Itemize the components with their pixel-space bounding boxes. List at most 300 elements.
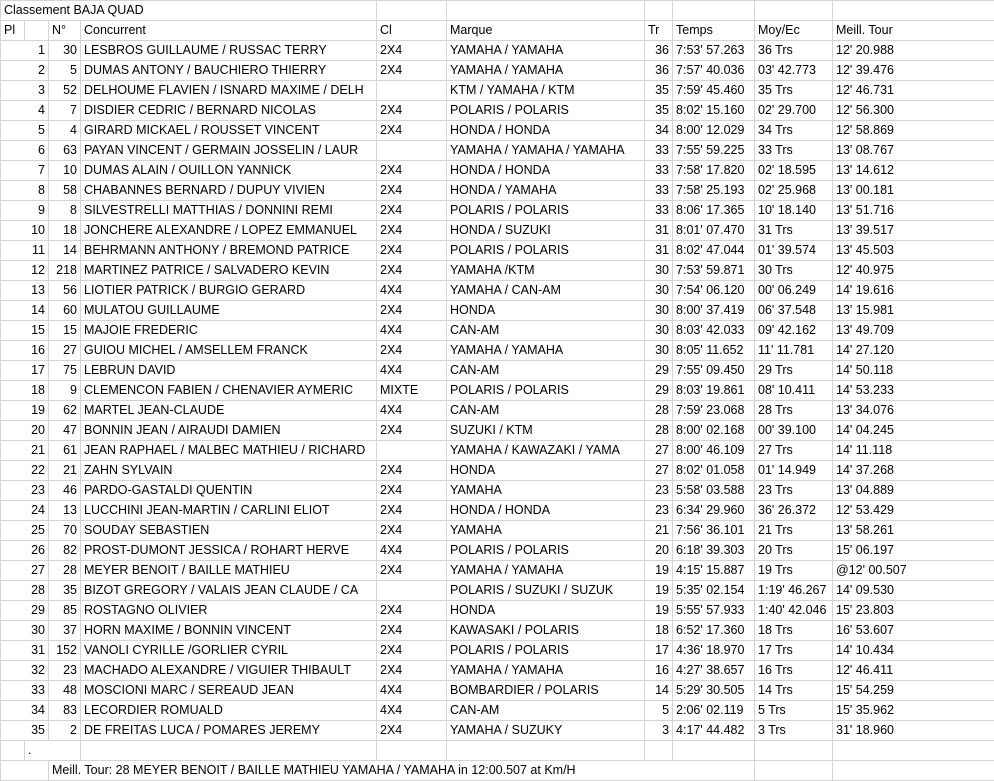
cell-concurrent: MEYER BENOIT / BAILLE MATHIEU [81,561,377,581]
cell-pl: 19 [1,401,49,421]
cell-temps: 6:18' 39.303 [673,541,755,561]
cell-meill: 14' 04.245 [833,421,994,441]
cell-tr: 16 [645,661,673,681]
cell-concurrent: DUMAS ANTONY / BAUCHIERO THIERRY [81,61,377,81]
cell-tr: 36 [645,61,673,81]
cell-marque: HONDA / SUZUKI [447,221,645,241]
cell-pl: 14 [1,301,49,321]
cell-moy: 17 Trs [755,641,833,661]
cell-number: 18 [49,221,81,241]
cell-tr: 31 [645,241,673,261]
cell-concurrent: BEHRMANN ANTHONY / BREMOND PATRICE [81,241,377,261]
cell-cl: 4X4 [377,541,447,561]
cell-moy: 08' 10.411 [755,381,833,401]
table-row [1,201,994,221]
cell-concurrent: DISDIER CEDRIC / BERNARD NICOLAS [81,101,377,121]
table-row [1,141,994,161]
cell-temps: 7:55' 59.225 [673,141,755,161]
cell-temps: 8:00' 02.168 [673,421,755,441]
cell-tr: 35 [645,81,673,101]
cell-meill: 13' 00.181 [833,181,994,201]
cell-cl [377,441,447,461]
cell-moy: 01' 14.949 [755,461,833,481]
cell-cl: 2X4 [377,341,447,361]
cell-number: 7 [49,101,81,121]
cell-tr: 35 [645,101,673,121]
cell-meill: 12' 46.731 [833,81,994,101]
cell-pl: 9 [1,201,49,221]
cell-concurrent: CLEMENCON FABIEN / CHENAVIER AYMERIC [81,381,377,401]
cell-pl: 8 [1,181,49,201]
cell-tr: 29 [645,381,673,401]
table-row [1,561,994,581]
cell-concurrent: HORN MAXIME / BONNIN VINCENT [81,621,377,641]
title-row [1,1,994,21]
cell-pl: 18 [1,381,49,401]
table-row [1,581,994,601]
cell-meill: 14' 27.120 [833,341,994,361]
cell-moy: 29 Trs [755,361,833,381]
cell-meill: 12' 46.411 [833,661,994,681]
cell-number: 28 [49,561,81,581]
cell-marque: POLARIS / POLARIS [447,201,645,221]
sheet-title: Classement BAJA QUAD [1,1,377,21]
cell-concurrent: LESBROS GUILLAUME / RUSSAC TERRY [81,41,377,61]
cell-moy: 33 Trs [755,141,833,161]
cell-number: 56 [49,281,81,301]
cell-number: 83 [49,701,81,721]
cell-meill: 14' 19.616 [833,281,994,301]
cell-meill: 14' 50.118 [833,361,994,381]
table-row [1,461,994,481]
cell-cl: 2X4 [377,621,447,641]
cell-meill: 13' 51.716 [833,201,994,221]
cell-moy: 14 Trs [755,681,833,701]
cell-marque: YAMAHA / YAMAHA / YAMAHA [447,141,645,161]
cell-moy: 02' 29.700 [755,101,833,121]
header-tr: Tr [645,21,673,41]
cell-moy: 28 Trs [755,401,833,421]
cell-cl: 2X4 [377,661,447,681]
cell-meill: 14' 37.268 [833,461,994,481]
cell-marque: YAMAHA [447,521,645,541]
cell-pl: 29 [1,601,49,621]
table-row [1,701,994,721]
cell-meill: 13' 15.981 [833,301,994,321]
cell-tr: 23 [645,501,673,521]
cell-number: 218 [49,261,81,281]
cell-meill: 13' 45.503 [833,241,994,261]
cell-tr: 33 [645,161,673,181]
cell-number: 4 [49,121,81,141]
cell-temps: 7:56' 36.101 [673,521,755,541]
cell-pl: 7 [1,161,49,181]
cell-temps: 4:36' 18.970 [673,641,755,661]
cell-pl: 32 [1,661,49,681]
cell-temps: 8:00' 46.109 [673,441,755,461]
cell-number: 13 [49,501,81,521]
cell-marque: YAMAHA / YAMAHA [447,61,645,81]
table-row [1,121,994,141]
cell-pl: 23 [1,481,49,501]
best-lap-footer: Meill. Tour: 28 MEYER BENOIT / BAILLE MATHIEU YAMAHA / YAMAHA in 12:00.507 at Km/H [49,761,755,781]
cell-pl: 34 [1,701,49,721]
cell-concurrent: MOSCIONI MARC / SEREAUD JEAN [81,681,377,701]
cell-temps: 4:15' 15.887 [673,561,755,581]
cell-temps: 5:35' 02.154 [673,581,755,601]
cell-meill: 13' 08.767 [833,141,994,161]
cell-cl: 4X4 [377,401,447,421]
cell-meill: 13' 58.261 [833,521,994,541]
cell-tr: 30 [645,261,673,281]
cell-concurrent: PARDO-GASTALDI QUENTIN [81,481,377,501]
cell-pl: 6 [1,141,49,161]
cell-tr: 18 [645,621,673,641]
cell-tr: 36 [645,41,673,61]
cell-temps: 7:54' 06.120 [673,281,755,301]
cell-meill: 15' 54.259 [833,681,994,701]
cell-cl: 4X4 [377,281,447,301]
cell-temps: 6:52' 17.360 [673,621,755,641]
cell-marque: POLARIS / POLARIS [447,541,645,561]
cell-meill: 14' 09.530 [833,581,994,601]
cell-cl: 2X4 [377,41,447,61]
cell-meill: @12' 00.507 [833,561,994,581]
cell-temps: 2:06' 02.119 [673,701,755,721]
cell-number: 63 [49,141,81,161]
cell-cl: 4X4 [377,701,447,721]
cell-cl: 2X4 [377,721,447,741]
cell-pl: 30 [1,621,49,641]
cell-cl: 2X4 [377,181,447,201]
cell-meill: 13' 14.612 [833,161,994,181]
cell-pl: 1 [1,41,49,61]
cell-moy: 03' 42.773 [755,61,833,81]
cell-meill: 15' 23.803 [833,601,994,621]
cell-number: 2 [49,721,81,741]
table-row [1,381,994,401]
table-row [1,221,994,241]
cell-tr: 23 [645,481,673,501]
header-temps: Temps [673,21,755,41]
header-concurrent: Concurrent [81,21,377,41]
cell-moy: 00' 39.100 [755,421,833,441]
table-row [1,161,994,181]
cell-cl: 4X4 [377,321,447,341]
cell-marque: POLARIS / POLARIS [447,101,645,121]
dot-mark: . [25,741,81,761]
table-row [1,681,994,701]
cell-pl: 5 [1,121,49,141]
cell-number: 23 [49,661,81,681]
cell-marque: YAMAHA / YAMAHA [447,341,645,361]
cell-number: 46 [49,481,81,501]
header-pl: Pl [1,21,25,41]
cell-meill: 14' 11.118 [833,441,994,461]
cell-marque: SUZUKI / KTM [447,421,645,441]
cell-moy: 36' 26.372 [755,501,833,521]
cell-marque: CAN-AM [447,361,645,381]
cell-tr: 34 [645,121,673,141]
cell-meill: 13' 34.076 [833,401,994,421]
cell-marque: KTM / YAMAHA / KTM [447,81,645,101]
cell-pl: 13 [1,281,49,301]
cell-meill: 12' 56.300 [833,101,994,121]
cell-tr: 30 [645,341,673,361]
cell-concurrent: PROST-DUMONT JESSICA / ROHART HERVE [81,541,377,561]
cell-tr: 30 [645,301,673,321]
cell-tr: 21 [645,521,673,541]
cell-concurrent: CHABANNES BERNARD / DUPUY VIVIEN [81,181,377,201]
cell-concurrent: PAYAN VINCENT / GERMAIN JOSSELIN / LAUR [81,141,377,161]
cell-marque: POLARIS / POLARIS [447,641,645,661]
table-row [1,361,994,381]
table-row [1,81,994,101]
cell-marque: YAMAHA [447,481,645,501]
cell-meill: 12' 40.975 [833,261,994,281]
cell-concurrent: GIRARD MICKAEL / ROUSSET VINCENT [81,121,377,141]
cell-marque: YAMAHA / SUZUKY [447,721,645,741]
cell-number: 70 [49,521,81,541]
cell-pl: 12 [1,261,49,281]
cell-marque: YAMAHA /KTM [447,261,645,281]
cell-temps: 7:53' 57.263 [673,41,755,61]
cell-concurrent: DELHOUME FLAVIEN / ISNARD MAXIME / DELH [81,81,377,101]
cell-marque: POLARIS / POLARIS [447,241,645,261]
table-row [1,501,994,521]
cell-pl: 28 [1,581,49,601]
cell-moy: 30 Trs [755,261,833,281]
cell-marque: HONDA / YAMAHA [447,181,645,201]
cell-meill: 15' 06.197 [833,541,994,561]
cell-pl: 35 [1,721,49,741]
cell-moy: 10' 18.140 [755,201,833,221]
cell-cl: 2X4 [377,61,447,81]
cell-cl: 2X4 [377,161,447,181]
cell-tr: 33 [645,201,673,221]
cell-pl: 10 [1,221,49,241]
table-row [1,621,994,641]
cell-tr: 33 [645,181,673,201]
cell-marque: KAWASAKI / POLARIS [447,621,645,641]
cell-marque: YAMAHA / YAMAHA [447,41,645,61]
cell-number: 27 [49,341,81,361]
cell-temps: 8:00' 12.029 [673,121,755,141]
cell-tr: 20 [645,541,673,561]
cell-tr: 19 [645,581,673,601]
cell-moy: 00' 06.249 [755,281,833,301]
cell-meill: 13' 04.889 [833,481,994,501]
cell-number: 58 [49,181,81,201]
cell-moy: 18 Trs [755,621,833,641]
cell-moy: 5 Trs [755,701,833,721]
cell-concurrent: SILVESTRELLI MATTHIAS / DONNINI REMI [81,201,377,221]
cell-tr: 14 [645,681,673,701]
table-row [1,481,994,501]
cell-concurrent: LEBRUN DAVID [81,361,377,381]
cell-concurrent: MAJOIE FREDERIC [81,321,377,341]
cell-moy: 21 Trs [755,521,833,541]
cell-marque: HONDA [447,461,645,481]
cell-number: 35 [49,581,81,601]
cell-marque: CAN-AM [447,401,645,421]
header-row [1,21,994,41]
cell-temps: 7:59' 23.068 [673,401,755,421]
cell-temps: 8:02' 15.160 [673,101,755,121]
cell-marque: CAN-AM [447,321,645,341]
cell-moy: 11' 11.781 [755,341,833,361]
cell-meill: 12' 58.869 [833,121,994,141]
cell-concurrent: ROSTAGNO OLIVIER [81,601,377,621]
cell-moy: 02' 18.595 [755,161,833,181]
cell-meill: 14' 10.434 [833,641,994,661]
table-row [1,541,994,561]
cell-pl: 17 [1,361,49,381]
cell-moy: 27 Trs [755,441,833,461]
cell-tr: 19 [645,561,673,581]
table-row [1,721,994,741]
cell-cl: 2X4 [377,601,447,621]
cell-temps: 8:01' 07.470 [673,221,755,241]
cell-meill: 31' 18.960 [833,721,994,741]
cell-moy: 20 Trs [755,541,833,561]
cell-tr: 33 [645,141,673,161]
cell-meill: 12' 39.476 [833,61,994,81]
cell-pl: 24 [1,501,49,521]
cell-marque: HONDA [447,601,645,621]
cell-temps: 4:17' 44.482 [673,721,755,741]
cell-pl: 33 [1,681,49,701]
cell-concurrent: MACHADO ALEXANDRE / VIGUIER THIBAULT [81,661,377,681]
cell-cl: 2X4 [377,201,447,221]
cell-pl: 15 [1,321,49,341]
cell-number: 37 [49,621,81,641]
cell-cl: 2X4 [377,101,447,121]
cell-tr: 31 [645,221,673,241]
table-row [1,281,994,301]
cell-tr: 3 [645,721,673,741]
cell-marque: BOMBARDIER / POLARIS [447,681,645,701]
cell-cl: 4X4 [377,361,447,381]
cell-temps: 8:03' 42.033 [673,321,755,341]
cell-temps: 7:57' 40.036 [673,61,755,81]
cell-moy: 35 Trs [755,81,833,101]
table-row [1,261,994,281]
cell-marque: HONDA / HONDA [447,121,645,141]
cell-concurrent: ZAHN SYLVAIN [81,461,377,481]
cell-pl: 25 [1,521,49,541]
cell-number: 48 [49,681,81,701]
cell-meill: 13' 49.709 [833,321,994,341]
cell-meill: 12' 53.429 [833,501,994,521]
cell-tr: 29 [645,361,673,381]
cell-marque: HONDA / HONDA [447,501,645,521]
cell-temps: 8:06' 17.365 [673,201,755,221]
cell-tr: 30 [645,321,673,341]
table-row [1,341,994,361]
cell-pl: 26 [1,541,49,561]
cell-number: 15 [49,321,81,341]
cell-marque: HONDA [447,301,645,321]
cell-marque: YAMAHA / KAWAZAKI / YAMA [447,441,645,461]
cell-concurrent: BONNIN JEAN / AIRAUDI DAMIEN [81,421,377,441]
cell-moy: 02' 25.968 [755,181,833,201]
cell-marque: YAMAHA / CAN-AM [447,281,645,301]
table-row [1,61,994,81]
cell-concurrent: MARTEL JEAN-CLAUDE [81,401,377,421]
cell-number: 14 [49,241,81,261]
cell-pl: 3 [1,81,49,101]
cell-number: 30 [49,41,81,61]
table-row [1,641,994,661]
cell-temps: 7:58' 17.820 [673,161,755,181]
table-row [1,421,994,441]
table-row [1,301,994,321]
cell-tr: 30 [645,281,673,301]
cell-concurrent: SOUDAY SEBASTIEN [81,521,377,541]
cell-cl: 2X4 [377,461,447,481]
cell-pl: 22 [1,461,49,481]
cell-pl: 4 [1,101,49,121]
cell-moy: 19 Trs [755,561,833,581]
cell-concurrent: LUCCHINI JEAN-MARTIN / CARLINI ELIOT [81,501,377,521]
cell-cl: 2X4 [377,421,447,441]
cell-cl: 2X4 [377,301,447,321]
cell-moy: 31 Trs [755,221,833,241]
cell-marque: YAMAHA / YAMAHA [447,661,645,681]
table-row [1,401,994,421]
cell-concurrent: BIZOT GREGORY / VALAIS JEAN CLAUDE / CA [81,581,377,601]
cell-moy: 1:40' 42.046 [755,601,833,621]
cell-cl: 2X4 [377,221,447,241]
cell-tr: 5 [645,701,673,721]
cell-moy: 3 Trs [755,721,833,741]
table-row [1,441,994,461]
cell-number: 62 [49,401,81,421]
cell-temps: 4:27' 38.657 [673,661,755,681]
cell-temps: 7:58' 25.193 [673,181,755,201]
cell-pl: 2 [1,61,49,81]
cell-moy: 09' 42.162 [755,321,833,341]
cell-number: 9 [49,381,81,401]
cell-concurrent: DUMAS ALAIN / OUILLON YANNICK [81,161,377,181]
cell-temps: 8:00' 37.419 [673,301,755,321]
cell-temps: 7:59' 45.460 [673,81,755,101]
footer-row [1,761,994,781]
cell-tr: 19 [645,601,673,621]
cell-marque: HONDA / HONDA [447,161,645,181]
cell-concurrent: JEAN RAPHAEL / MALBEC MATHIEU / RICHARD [81,441,377,461]
cell-pl: 27 [1,561,49,581]
cell-concurrent: JONCHERE ALEXANDRE / LOPEZ EMMANUEL [81,221,377,241]
cell-tr: 27 [645,441,673,461]
cell-meill: 12' 20.988 [833,41,994,61]
cell-moy: 34 Trs [755,121,833,141]
header-n: N° [49,21,81,41]
cell-cl [377,141,447,161]
cell-temps: 5:55' 57.933 [673,601,755,621]
cell-tr: 27 [645,461,673,481]
cell-number: 5 [49,61,81,81]
cell-cl: 2X4 [377,521,447,541]
cell-concurrent: MARTINEZ PATRICE / SALVADERO KEVIN [81,261,377,281]
cell-pl: 11 [1,241,49,261]
table-row [1,101,994,121]
cell-moy: 36 Trs [755,41,833,61]
table-row [1,321,994,341]
cell-number: 152 [49,641,81,661]
cell-meill: 13' 39.517 [833,221,994,241]
